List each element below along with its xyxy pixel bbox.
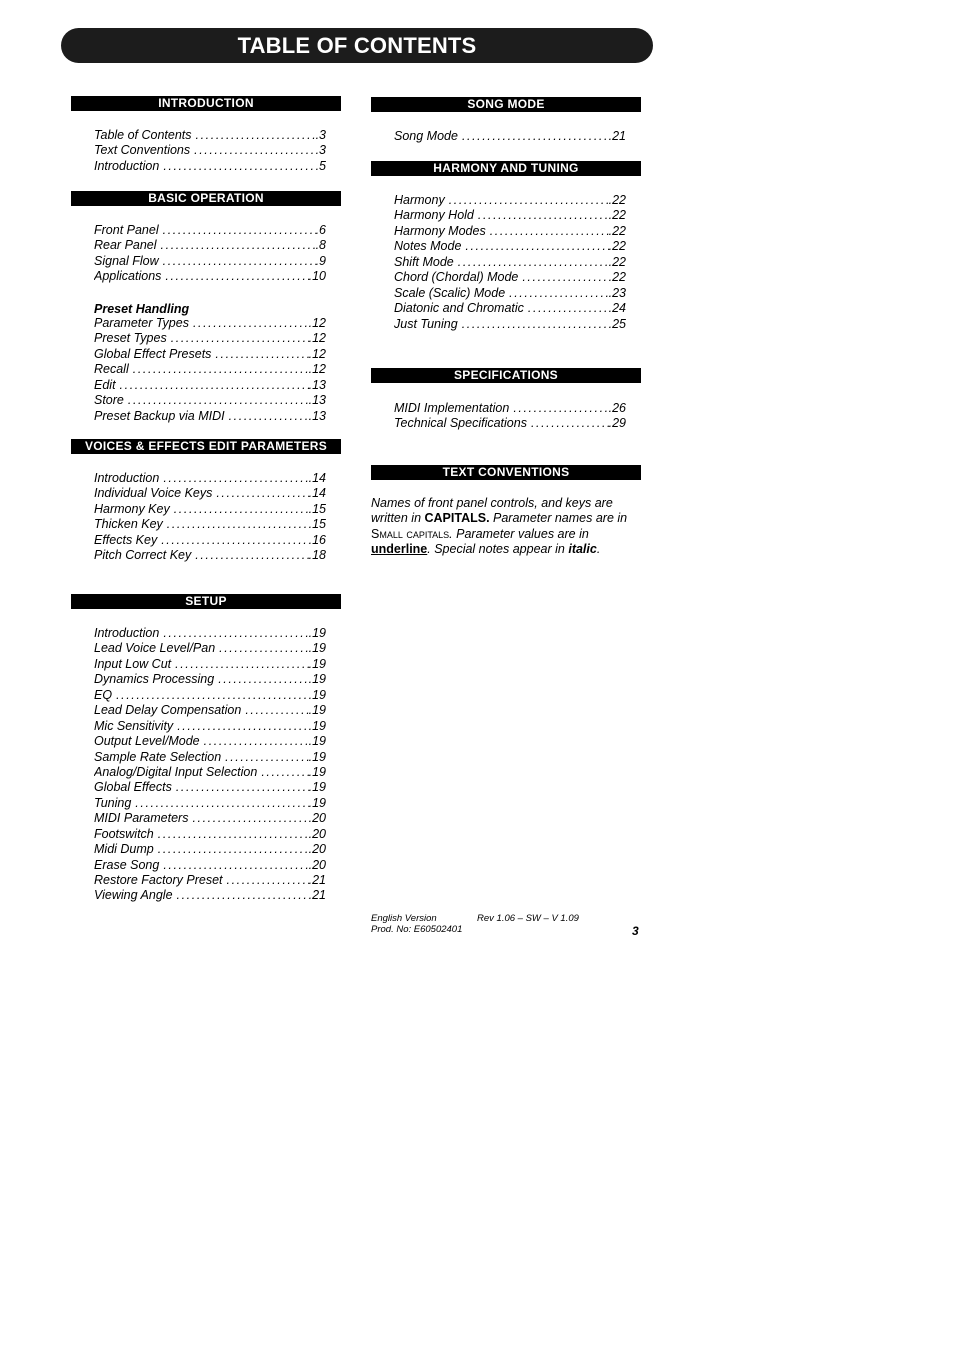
toc-entry-page: .22 [608,208,626,223]
toc-entry[interactable] [394,239,626,254]
dot-leader [163,223,316,238]
dot-leader [509,286,608,301]
dot-leader [176,780,309,795]
toc-entry-page: .10 [308,269,326,284]
section-heading-setup: SETUP [71,594,341,609]
toc-entry[interactable] [94,517,326,532]
toc-entry-page: .12 [308,331,326,346]
toc-entry-page: .19 [308,641,326,656]
toc-entry[interactable] [94,471,326,486]
page-title: TABLE OF CONTENTS [61,28,653,63]
dot-leader [458,255,609,270]
toc-entry-label: Tuning [94,795,132,810]
toc-entry-page: .19 [308,672,326,687]
toc-entry-label: Harmony [394,193,445,207]
toc-entry-page: .20 [308,811,326,826]
dot-leader [163,159,315,174]
conventions-text-1: Names of front panel controls, and keys are written in [371,496,613,526]
dot-leader [165,269,308,284]
toc-entry[interactable] [94,688,326,703]
toc-entry-page: .19 [308,718,326,733]
underline-example: underline [371,542,428,557]
toc-entry[interactable] [94,159,326,174]
toc-entry-page: .19 [308,795,326,810]
toc-entry-label: Harmony Hold [394,208,474,223]
toc-entry-page: .13 [308,377,326,392]
toc-entry-label: Chord (Chordal) Mode [394,270,519,285]
toc-entry[interactable] [94,254,326,269]
toc-entry-page: .19 [308,626,326,640]
toc-entry-label: MIDI Implementation [394,401,510,415]
toc-entry-label: Individual Voice Keys [94,486,213,501]
toc-entry-page: .19 [308,656,326,671]
dot-leader [261,765,308,780]
footer-language: English Version [371,913,437,924]
toc-entry[interactable] [94,888,326,903]
section-heading-voices-effects: VOICES & EFFECTS EDIT PARAMETERS [71,439,341,454]
toc-entry[interactable] [94,626,326,641]
toc-entry-label: Introduction [94,626,160,640]
dot-leader [158,842,309,857]
toc-entry[interactable] [94,128,326,143]
toc-entry-label: Sample Rate Selection [94,749,222,764]
dot-leader [216,486,308,501]
toc-list-specifications [394,401,626,432]
toc-entry-label: Harmony Modes [394,223,486,238]
toc-entry[interactable] [94,143,326,158]
section-heading-text-conventions: TEXT CONVENTIONS [371,465,641,480]
toc-entry-label: Shift Mode [394,254,454,269]
dot-leader [167,517,309,532]
toc-entry-page: .8 [315,238,326,253]
toc-entry-label: Harmony Key [94,501,170,516]
dot-leader [229,409,309,424]
dot-leader [513,401,608,416]
toc-entry-page: .6 [315,223,326,237]
toc-entry[interactable] [94,672,326,687]
toc-entry[interactable] [394,317,626,332]
toc-entry-label: Input Low Cut [94,656,172,671]
toc-entry-label: Preset Backup via MIDI [94,408,225,423]
toc-entry-label: Technical Specifications [394,416,527,431]
dot-leader [163,471,308,486]
dot-leader [135,796,308,811]
toc-entry-page: .15 [308,517,326,532]
toc-entry[interactable] [94,331,326,346]
toc-entry-label: Front Panel [94,223,159,237]
dot-leader [462,129,609,144]
toc-entry-label: EQ [94,687,113,702]
toc-entry[interactable] [94,780,326,795]
dot-leader [522,270,608,285]
toc-entry[interactable] [94,533,326,548]
toc-entry[interactable] [394,208,626,223]
small-capitals-example: Small capitals [371,526,450,541]
toc-entry-label: Edit [94,377,116,392]
toc-entry[interactable] [394,224,626,239]
toc-entry-page: .24 [608,301,626,316]
toc-entry-page: .15 [308,501,326,516]
toc-entry[interactable] [94,811,326,826]
toc-entry-label: Table of Contents [94,128,192,142]
toc-entry-label: Just Tuning [394,316,458,331]
toc-entry-page: .13 [308,408,326,423]
toc-entry-label: Erase Song [94,857,160,872]
dot-leader [177,888,309,903]
toc-list-preset-handling [94,316,326,424]
section-heading-song-mode: SONG MODE [371,97,641,112]
dot-leader [449,193,609,208]
toc-entry-label: Global Effects [94,780,172,795]
toc-entry-label: Analog/Digital Input Selection [94,764,258,779]
toc-entry-page: .5 [315,158,326,173]
toc-entry-page: .26 [608,401,626,415]
toc-entry-page: .22 [608,270,626,285]
toc-entry[interactable] [394,286,626,301]
toc-entry-page: .13 [308,393,326,408]
toc-entry-label: Restore Factory Preset [94,873,223,887]
toc-entry-page: .19 [308,703,326,718]
toc-entry-label: MIDI Parameters [94,811,189,826]
toc-entry-page: .20 [308,842,326,857]
dot-leader [465,239,608,254]
toc-entry-page: .19 [308,749,326,764]
toc-entry[interactable] [94,873,326,888]
toc-list-basic-operation [94,223,326,285]
toc-list-voices-effects [94,471,326,564]
toc-entry-label: Introduction [94,158,160,173]
toc-entry-label: Song Mode [394,129,458,143]
toc-entry-page: .25 [608,316,626,331]
dot-leader [161,533,308,548]
toc-entry-label: Preset Types [94,331,167,346]
toc-entry-label: Text Conventions [94,143,191,158]
page-number: 3 [632,924,639,938]
toc-entry[interactable] [94,362,326,377]
toc-entry-label: Viewing Angle [94,888,173,903]
toc-entry[interactable] [94,269,326,284]
dot-leader [204,734,309,749]
subheading-preset-handling: Preset Handling [94,302,190,316]
toc-entry-label: Diatonic and Chromatic [394,301,524,316]
toc-entry-page: .19 [308,780,326,795]
toc-entry-page: .12 [308,346,326,361]
toc-entry-label: Store [94,393,124,408]
dot-leader [171,331,309,346]
toc-entry[interactable] [94,316,326,331]
dot-leader [531,416,609,431]
dot-leader [163,858,308,873]
toc-entry-page: .21 [308,888,326,903]
toc-entry-label: Introduction [94,471,160,485]
dot-leader [245,703,308,718]
toc-entry[interactable] [94,393,326,408]
italic-example: italic [568,542,597,557]
toc-entry-label: Parameter Types [94,316,189,330]
dot-leader [120,378,309,393]
toc-entry[interactable] [394,401,626,416]
toc-entry-label: Recall [94,362,129,377]
dot-leader [490,224,609,239]
section-heading-introduction: INTRODUCTION [71,96,341,111]
toc-entry-page: .12 [308,362,326,377]
capitals-example: CAPITALS. [424,511,490,526]
toc-entry-page: .3 [315,128,326,142]
toc-entry[interactable] [394,255,626,270]
toc-entry-label: Output Level/Mode [94,734,200,749]
dot-leader [128,393,309,408]
dot-leader [196,128,316,143]
toc-entry-page: .16 [308,532,326,547]
toc-entry-page: .22 [608,254,626,269]
section-heading-basic-operation: BASIC OPERATION [71,191,341,206]
dot-leader [158,827,309,842]
toc-entry-label: Lead Delay Compensation [94,703,242,718]
dot-leader [174,502,309,517]
toc-entry[interactable] [94,796,326,811]
toc-entry-page: .3 [315,143,326,158]
toc-entry-label: Rear Panel [94,238,157,253]
toc-entry[interactable] [94,719,326,734]
toc-entry[interactable] [94,347,326,362]
toc-entry[interactable] [94,238,326,253]
footer-revision: Rev 1.06 – SW – V 1.09 [477,913,579,924]
toc-entry-page: .14 [308,486,326,501]
toc-entry[interactable] [94,641,326,656]
toc-entry-label: Thicken Key [94,517,163,532]
dot-leader [116,688,309,703]
toc-entry[interactable] [94,827,326,842]
dot-leader [478,208,609,223]
toc-entry[interactable] [394,193,626,208]
toc-entry[interactable] [94,502,326,517]
section-heading-harmony-tuning: HARMONY AND TUNING [371,161,641,176]
toc-entry-label: Global Effect Presets [94,346,212,361]
dot-leader [195,548,308,563]
toc-entry-page: .21 [608,129,626,143]
toc-entry-page: .12 [308,316,326,330]
toc-entry-page: .20 [308,826,326,841]
toc-entry-page: .22 [608,239,626,254]
toc-entry[interactable] [94,734,326,749]
text-conventions-paragraph [371,496,651,558]
dot-leader [193,316,309,331]
dot-leader [192,811,308,826]
toc-entry-label: Lead Voice Level/Pan [94,641,216,656]
dot-leader [163,254,316,269]
toc-entry-label: Effects Key [94,532,158,547]
dot-leader [218,672,308,687]
toc-entry-label: Midi Dump [94,842,154,857]
toc-list-setup [94,626,326,904]
toc-entry-label: Dynamics Processing [94,672,215,687]
toc-entry-page: .9 [315,253,326,268]
toc-entry[interactable] [94,750,326,765]
dot-leader [215,347,308,362]
toc-entry-label: Notes Mode [394,239,462,254]
toc-entry[interactable] [94,657,326,672]
dot-leader [227,873,309,888]
toc-entry-label: Footswitch [94,826,154,841]
toc-entry-page: .22 [608,193,626,207]
dot-leader [177,719,308,734]
toc-list-song-mode [394,129,626,144]
dot-leader [225,750,308,765]
section-heading-specifications: SPECIFICATIONS [371,368,641,383]
toc-entry[interactable] [94,858,326,873]
toc-entry[interactable] [94,409,326,424]
toc-entry-page: .22 [608,223,626,238]
toc-entry[interactable] [94,842,326,857]
toc-entry-page: .19 [308,764,326,779]
dot-leader [528,301,609,316]
toc-entry[interactable] [394,301,626,316]
toc-list-introduction [94,128,326,174]
conventions-text-2: Parameter names are in [489,511,628,526]
toc-entry-page: .18 [308,548,326,563]
dot-leader [219,641,308,656]
toc-entry[interactable] [394,270,626,285]
toc-entry-page: .20 [308,857,326,872]
dot-leader [175,657,308,672]
toc-entry[interactable] [94,486,326,501]
toc-entry-page: .19 [308,687,326,702]
toc-entry[interactable] [94,548,326,563]
toc-entry-label: Scale (Scalic) Mode [394,285,506,300]
toc-entry[interactable] [94,223,326,238]
toc-entry-label: Mic Sensitivity [94,718,174,733]
toc-entry-page: .23 [608,285,626,300]
toc-entry[interactable] [94,765,326,780]
conventions-text-5: . [596,542,601,557]
toc-entry-page: .21 [308,873,326,887]
toc-entry-label: Signal Flow [94,253,159,268]
toc-list-harmony-tuning [394,193,626,332]
dot-leader [163,626,308,641]
toc-entry-page: .29 [608,416,626,431]
toc-entry[interactable] [394,416,626,431]
toc-entry[interactable] [94,703,326,718]
toc-entry-label: Pitch Correct Key [94,548,192,563]
dot-leader [133,362,309,377]
toc-entry-label: Applications [94,269,162,284]
dot-leader [462,317,609,332]
footer-product-number: Prod. No: E60502401 [371,924,463,935]
dot-leader [194,143,315,158]
toc-entry-page: .14 [308,471,326,485]
toc-entry[interactable] [394,129,626,144]
toc-entry-page: .19 [308,734,326,749]
toc-entry[interactable] [94,378,326,393]
conventions-text-4: . Special notes appear in [427,542,569,557]
dot-leader [161,238,316,253]
conventions-text-3: . Parameter values are in [449,526,589,541]
